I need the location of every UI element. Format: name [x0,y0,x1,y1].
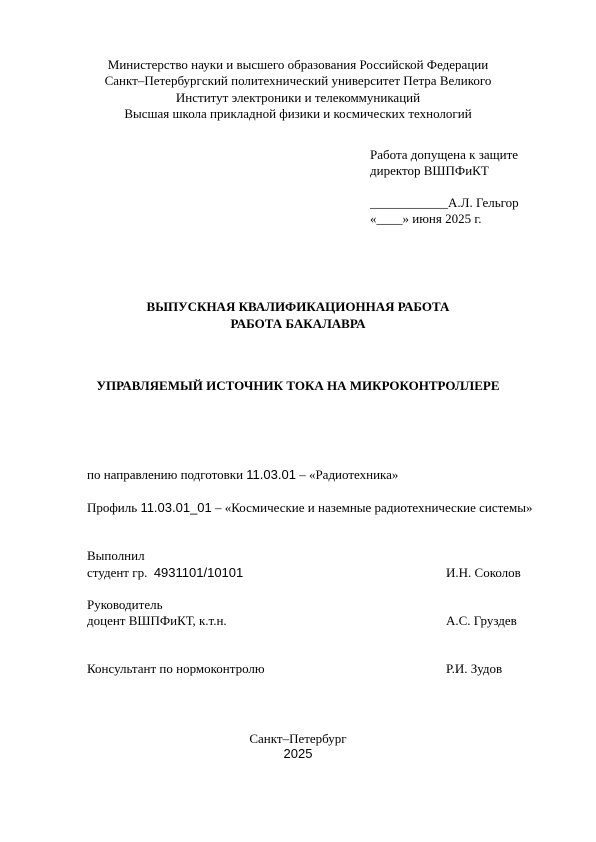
direction-prefix: по направлению подготовки [87,467,247,482]
direction-name: – «Радиотехника» [295,467,399,482]
author-position-prefix: студент гр. [87,565,154,580]
profile-code: 11.03.01_01 [140,500,212,515]
institute-line: Институт электроники и телекоммуникаций [175,90,421,105]
school-line: Высшая школа прикладной физики и космических технологий [124,106,472,121]
author-name: И.Н. Соколов [446,565,521,580]
supervisor-position: доцент ВШПФиКТ, к.т.н. [87,613,227,628]
consultant-name: Р.И. Зудов [446,661,503,676]
year-line: 2025 [283,746,313,761]
profile-prefix: Профиль [87,500,141,515]
approval-date: «____» июня 2025 г. [370,211,482,226]
work-type-line-1: ВЫПУСКНАЯ КВАЛИФИКАЦИОННАЯ РАБОТА [146,299,450,314]
work-type-line-2: РАБОТА БАКАЛАВРА [230,316,366,331]
profile-line [87,500,533,516]
direction-line [87,467,398,483]
author-position [87,565,243,581]
supervisor-name: А.С. Груздев [446,613,517,628]
ministry-line: Министерство науки и высшего образования Российской Федерации [107,57,489,72]
author-role: Выполнил [87,548,145,563]
university-line: Санкт–Петербургский политехнический университет Петра Великого [104,73,492,88]
city-line: Санкт–Петербург [249,731,347,746]
supervisor-role: Руководитель [87,597,163,612]
profile-name: – «Космические и наземные радиотехнические системы» [211,500,533,515]
approval-line-1: Работа допущена к защите [370,147,519,162]
approval-signature: ____________А.Л. Гельгор [370,195,519,210]
direction-code: 11.03.01 [246,467,296,482]
thesis-topic: УПРАВЛЯЕМЫЙ ИСТОЧНИК ТОКА НА МИКРОКОНТРОЛЛЕРЕ [96,378,500,393]
author-group: 4931101/10101 [153,565,244,580]
approval-line-2: директор ВШПФиКТ [370,163,489,178]
consultant-position: Консультант по нормоконтролю [87,661,265,676]
